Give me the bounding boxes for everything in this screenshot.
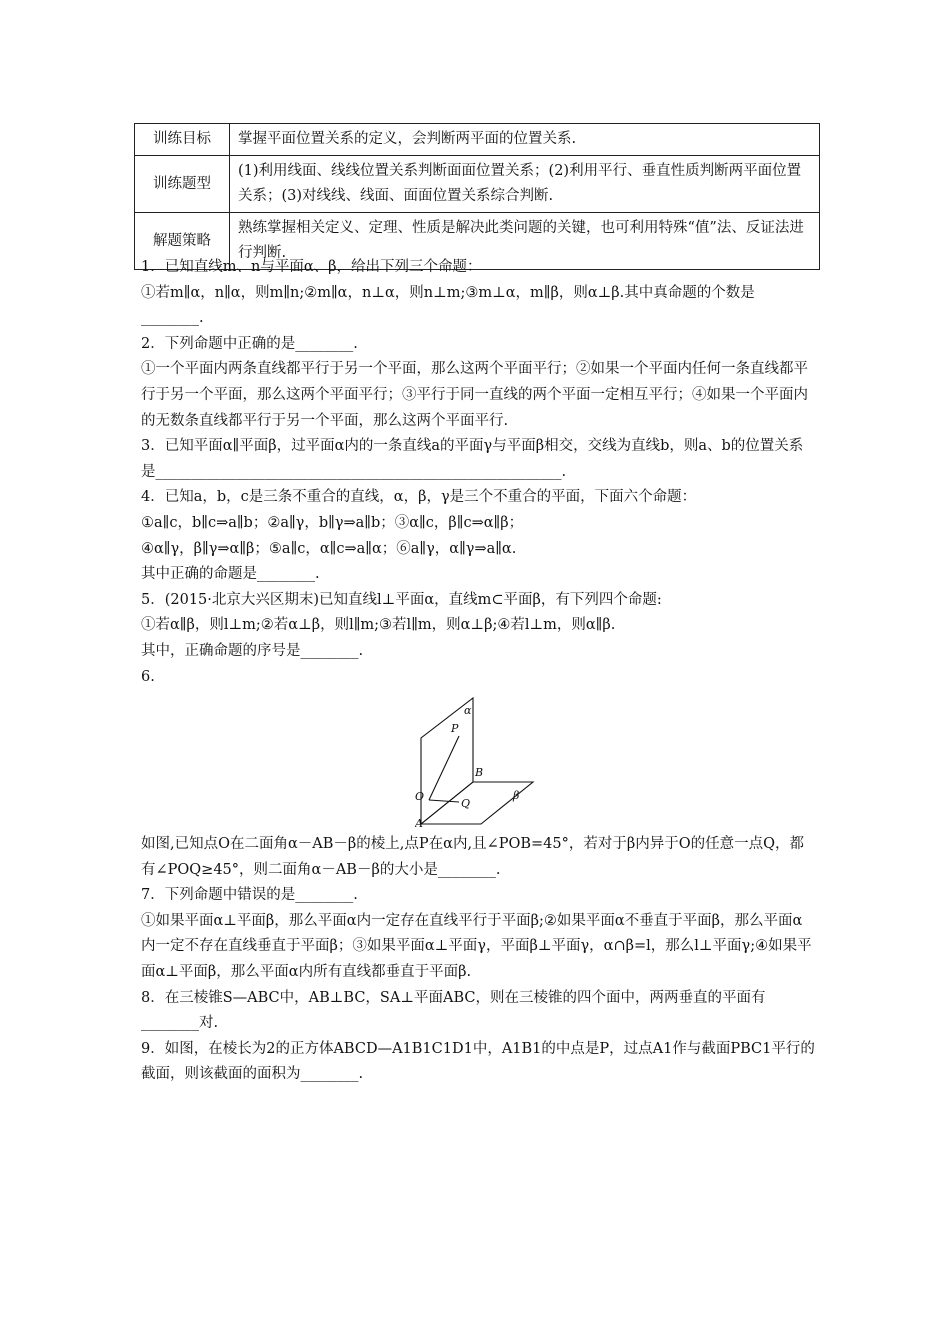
question-7-text: ①如果平面α⊥平面β，那么平面α内一定存在直线平行于平面β;②如果平面α不垂直于平面β，那么平面α内一定不存在直线垂直于平面β；③如果平面α⊥平面γ，平面β⊥平面γ，α∩β=l，那么l⊥平面γ;④如果平面α⊥平面β，那么平面α内所有直线都垂直于平面β. — [141, 912, 812, 981]
question-4-options-a: ①a∥c，b∥c⇒a∥b；②a∥γ，b∥γ⇒a∥b；③α∥c，β∥c⇒α∥β； — [141, 514, 524, 531]
label-p: P — [450, 722, 458, 736]
label-q: Q — [460, 797, 470, 811]
table-key: 解题策略 — [135, 213, 230, 270]
question-3: 3．已知平面α∥平面β，过平面α内的一条直线a的平面γ与平面β相交，交线为直线b，则a、b的位置关系是________________________________________________________. — [141, 438, 804, 480]
label-beta: β — [512, 789, 519, 803]
table-value: 掌握平面位置关系的定义，会判断两平面的位置关系. — [230, 124, 820, 156]
question-8: 8．在三棱锥S—ABC中，AB⊥BC，SA⊥平面ABC，则在三棱锥的四个面中，两两垂直的平面有________对. — [141, 989, 766, 1032]
question-5: 5．(2015·北京大兴区期末)已知直线l⊥平面α，直线m⊂平面β，有下列四个命题: — [141, 591, 662, 608]
exercise-list — [141, 255, 816, 1088]
label-o: O — [414, 790, 424, 804]
question-1-text: ①若m∥α，n∥α，则m∥n;②m∥α，n⊥α，则n⊥m;③m⊥α，m∥β，则α⊥β.其中真命题的个数是________. — [141, 284, 755, 327]
table-row — [135, 124, 820, 156]
label-a: A — [414, 817, 423, 829]
question-1: 1．已知直线m、n与平面α、β，给出下列三个命题： — [141, 259, 482, 275]
question-4-answer: 其中正确的命题是________. — [141, 566, 320, 583]
table-row — [135, 156, 820, 213]
question-6-text: 如图,已知点O在二面角α－AB－β的棱上,点P在α内,且∠POB=45°，若对于β内异于O的任意一点Q，都有∠POQ≥45°，则二面角α－AB－β的大小是________. — [141, 836, 805, 878]
question-4-options-b: ④α∥γ，β∥γ⇒α∥β；⑤a∥c，α∥c⇒a∥α；⑥a∥γ，α∥γ⇒a∥α. — [141, 540, 517, 557]
question-9: 9．如图，在棱长为2的正方体ABCD—A1B1C1D1中，A1B1的中点是P，过点A1作与截面PBC1平行的截面，则该截面的面积为________. — [141, 1040, 815, 1083]
question-5-options: ①若α∥β，则l⊥m;②若α⊥β，则l∥m;③若l∥m，则α⊥β;④若l⊥m，则α∥β. — [141, 617, 616, 634]
training-goals-table — [134, 123, 820, 270]
label-alpha: α — [463, 704, 471, 718]
question-2: 2．下列命题中正确的是________. — [141, 335, 358, 352]
label-b: B — [474, 766, 483, 780]
table-key: 训练题型 — [135, 156, 230, 213]
question-4: 4．已知a，b，c是三条不重合的直线，α，β，γ是三个不重合的平面，下面六个命题： — [141, 489, 697, 506]
question-6: 6. — [141, 668, 155, 685]
table-key: 训练目标 — [135, 124, 230, 156]
ray-op — [429, 736, 459, 800]
ray-oq — [429, 800, 459, 802]
question-7: 7．下列命题中错误的是________. — [141, 887, 358, 904]
question-5-answer: 其中，正确命题的序号是________. — [141, 642, 364, 659]
table-value: 熟练掌握相关定义、定理、性质是解决此类问题的关键，也可利用特殊“值”法、反证法进行判断. — [230, 213, 820, 270]
question-2-text: ①一个平面内两条直线都平行于另一个平面，那么这两个平面平行；②如果一个平面内任何一条直线都平行于另一个平面，那么这两个平面平行；③平行于同一直线的两个平面一定相互平行；④如果一个平面内的无数条直线都平行于另一个平面，那么这两个平面平行. — [141, 361, 808, 429]
table-value: (1)利用线面、线线位置关系判断面面位置关系；(2)利用平行、垂直性质判断两平面位置关系；(3)对线线、线面、面面位置关系综合判断. — [230, 156, 820, 213]
dihedral-angle-figure — [415, 696, 543, 828]
